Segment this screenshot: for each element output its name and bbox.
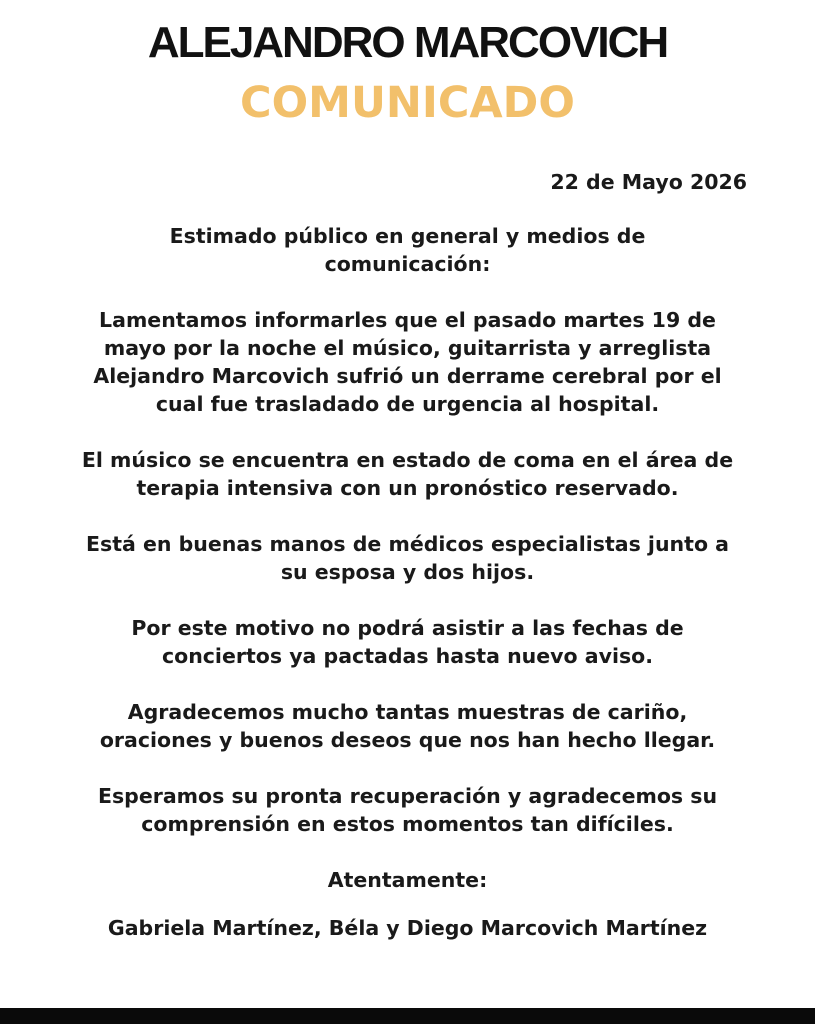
signature: Gabriela Martínez, Béla y Diego Marcovich Martínez	[107, 916, 708, 940]
bottom-bar	[0, 1008, 815, 1024]
announcement-date: 22 de Mayo 2026	[550, 170, 747, 194]
greeting: Estimado público en general y medios de comunicación:	[169, 224, 646, 276]
announcement-body	[40, 222, 775, 970]
paragraph-recovery: Esperamos su pronta recuperación y agradecemos su comprensión en estos momentos tan difíciles.	[97, 784, 718, 836]
paragraph-concerts-cancelled: Por este motivo no podrá asistir a las fechas de conciertos ya pactadas hasta nuevo aviso.	[131, 616, 684, 668]
closing: Atentamente:	[327, 868, 488, 892]
announcement-subtitle: COMUNICADO	[240, 78, 575, 128]
paragraph-thanks: Agradecemos mucho tantas muestras de cariño, oraciones y buenos deseos que nos han hecho llegar.	[99, 700, 716, 752]
paragraph-coma-status: El músico se encuentra en estado de coma en el área de terapia intensiva con un pronóstico reservado.	[81, 448, 734, 500]
announcement-title: ALEJANDRO MARCOVICH	[147, 18, 668, 67]
paragraph-specialists: Está en buenas manos de médicos especialistas junto a su esposa y dos hijos.	[85, 532, 729, 584]
paragraph-stroke-news: Lamentamos informarles que el pasado martes 19 de mayo por la noche el músico, guitarrista y arreglista Alejandro Marcovich sufrió un derrame cerebral por el cual fue trasladado de urgencia al hospital.	[93, 308, 722, 416]
